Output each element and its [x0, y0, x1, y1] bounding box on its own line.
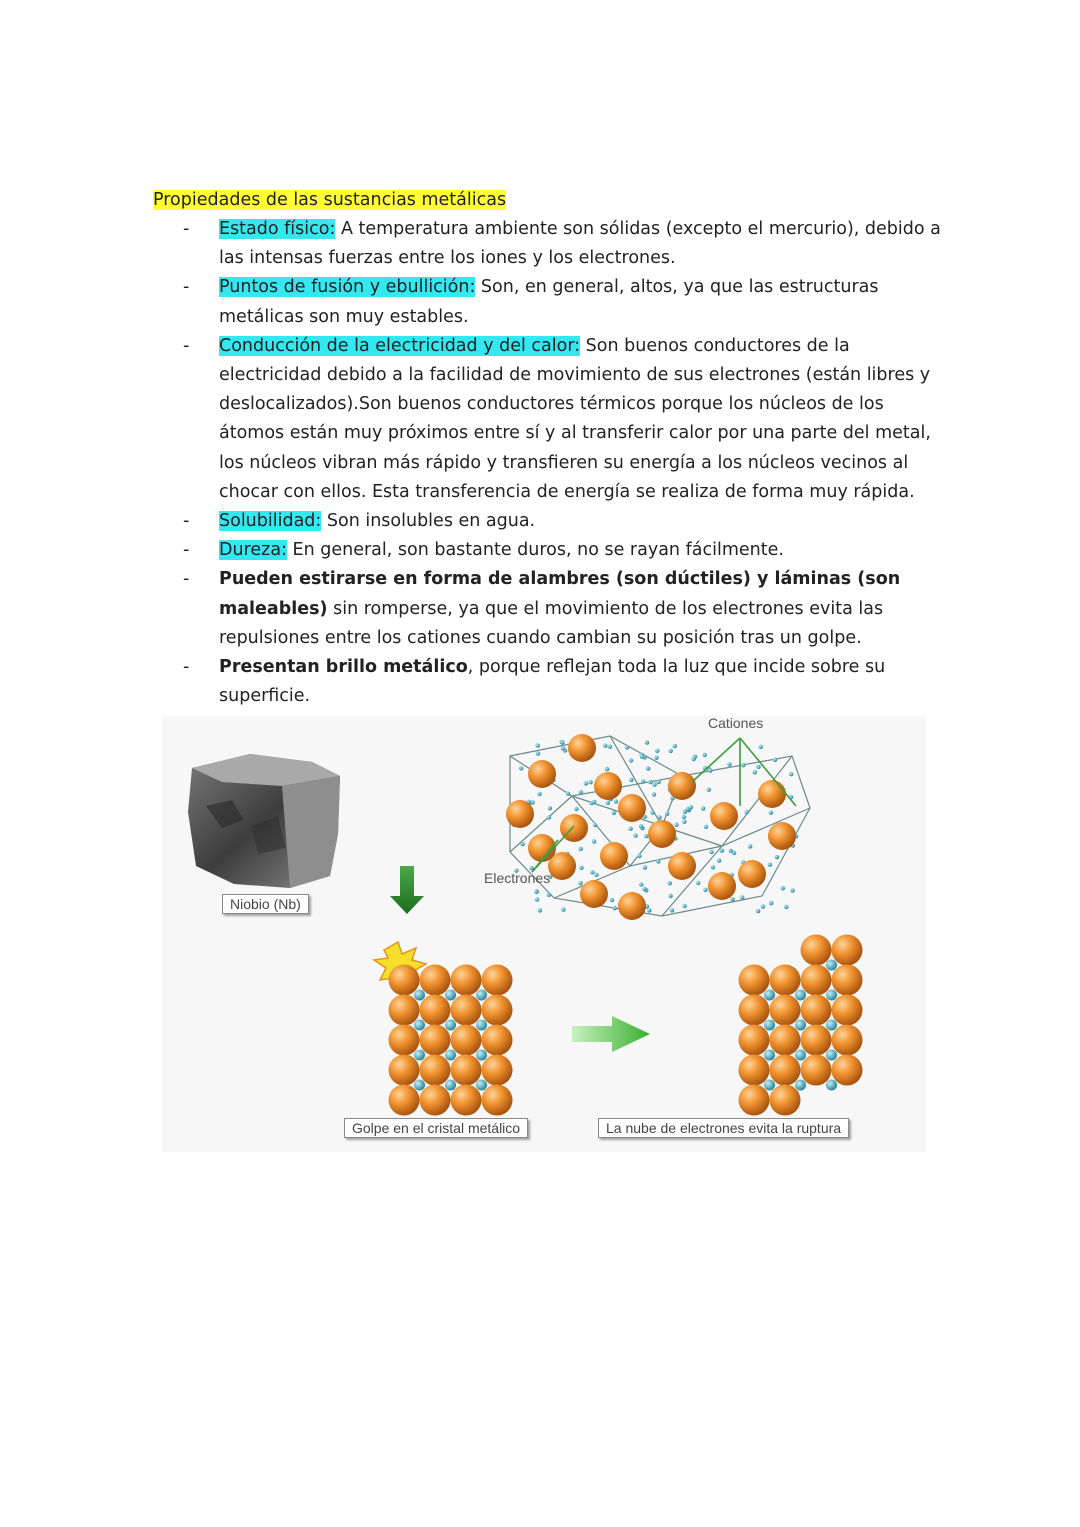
electron-dot [652, 792, 656, 796]
electron-dot [445, 1080, 456, 1091]
electron-dot [536, 743, 540, 747]
electron-dot [445, 990, 456, 1001]
electron-dot [689, 805, 693, 809]
electron-dot [784, 905, 788, 909]
electron-dot [764, 1020, 775, 1031]
cation-sphere [420, 1025, 451, 1056]
electron-dot [708, 769, 712, 773]
electron-dot [476, 1020, 487, 1031]
electron-dot [548, 806, 552, 810]
electron-dot [682, 815, 686, 819]
cation-sphere [451, 1025, 482, 1056]
metallic-bond-figure [162, 716, 926, 1152]
electron-dot [648, 780, 652, 784]
niobium-label: Niobio (Nb) [222, 894, 309, 914]
cloud-caption: La nube de electrones evita la ruptura [598, 1118, 849, 1138]
list-item: - Dureza: En general, son bastante duros, no se rayan fácilmente. [153, 536, 943, 565]
cation-sphere [832, 965, 863, 996]
electron-dot [775, 855, 779, 859]
cation-sphere [739, 1055, 770, 1086]
electron-dot [764, 1050, 775, 1061]
electron-dot [561, 746, 565, 750]
electron-dot [639, 824, 643, 828]
cation-sphere [568, 734, 596, 762]
electron-dot [682, 820, 686, 824]
figure-graphic [162, 716, 926, 1152]
cation-sphere [668, 772, 696, 800]
cation-sphere [648, 820, 676, 848]
electron-dot [547, 815, 551, 819]
electron-dot [701, 806, 705, 810]
electron-dot [656, 859, 660, 863]
electron-dot [588, 780, 592, 784]
electron-dot [608, 745, 612, 749]
cation-sphere [482, 995, 513, 1026]
list-dash-icon: - [183, 657, 190, 678]
cation-sphere [420, 995, 451, 1026]
electron-dot [629, 778, 633, 782]
cation-sphere [770, 965, 801, 996]
list-item: - Conducción de la electricidad y del calor: Son buenos conductores de la electricidad debido a la facilidad de movimiento de sus electrones (están libres y deslocalizados).Son buenos conductores térmicos porque los núcleos de los átomos están muy próximos entre sí y al transferir calor por una parte del metal, los núcleos vibran más rápido y transfieren su energía a los núcleos vecinos al chocar con ellos. Esta transferencia de energía se realiza de forma muy rápida. [153, 332, 943, 507]
electron-dot [610, 898, 614, 902]
electron-dot [642, 887, 646, 891]
electron-dot [612, 906, 616, 910]
electron-dot [590, 870, 594, 874]
electron-dot [669, 749, 673, 753]
cation-sphere [832, 1025, 863, 1056]
cation-sphere [482, 1055, 513, 1086]
electron-dot [593, 823, 597, 827]
electron-dot [790, 888, 794, 892]
cation-sphere [528, 760, 556, 788]
electron-dot [756, 765, 760, 769]
electron-dot [592, 800, 596, 804]
cation-sphere [801, 1055, 832, 1086]
cation-sphere [801, 965, 832, 996]
electron-dot [643, 865, 647, 869]
cation-sphere [389, 1055, 420, 1086]
electron-dot [520, 842, 524, 846]
electron-dot [741, 763, 745, 767]
cation-sphere [451, 965, 482, 996]
electron-dot [561, 907, 565, 911]
electron-dot [707, 788, 711, 792]
electron-dot [764, 990, 775, 1001]
electron-dot [612, 811, 616, 815]
electron-dot [761, 904, 765, 908]
electron-dot [717, 858, 721, 862]
cation-sphere [482, 1085, 513, 1116]
electron-dot [795, 1080, 806, 1091]
electron-dot [696, 881, 700, 885]
electron-dot [781, 886, 785, 890]
cation-sphere [768, 822, 796, 850]
cation-sphere [739, 995, 770, 1026]
electron-dot [603, 744, 607, 748]
electron-dot [639, 882, 643, 886]
electron-dot [625, 745, 629, 749]
electron-dot [720, 849, 724, 853]
cation-sphere [801, 1025, 832, 1056]
electron-dot [826, 1050, 837, 1061]
cation-sphere [668, 852, 696, 880]
electron-dot [535, 897, 539, 901]
cation-sphere [770, 995, 801, 1026]
electron-dot [579, 847, 583, 851]
cation-sphere [482, 965, 513, 996]
electron-dot [745, 810, 749, 814]
cation-sphere [739, 1025, 770, 1056]
list-item: - Presentan brillo metálico, porque reflejan toda la luz que incide sobre su superficie. [153, 653, 943, 711]
electron-dot [579, 790, 583, 794]
electron-dot [629, 758, 633, 762]
list-dash-icon: - [183, 277, 190, 298]
electron-dot [414, 1080, 425, 1091]
electron-dot [740, 895, 744, 899]
cation-sphere [420, 965, 451, 996]
electrons-label: Electrones [484, 870, 551, 886]
electron-dot [665, 812, 669, 816]
electron-dot [414, 990, 425, 1001]
electron-dot [647, 908, 651, 912]
electron-dot [682, 904, 686, 908]
cation-sphere [600, 842, 628, 870]
electron-dot [674, 823, 678, 827]
electron-dot [534, 890, 538, 894]
electron-dot [646, 766, 650, 770]
cation-sphere [710, 802, 738, 830]
electron-dot [536, 751, 540, 755]
list-dash-icon: - [183, 569, 190, 590]
cation-sphere [832, 995, 863, 1026]
electron-dot [768, 863, 772, 867]
cation-sphere [832, 935, 863, 966]
cation-sphere [770, 1085, 801, 1116]
electron-dot [414, 1050, 425, 1061]
electron-dot [637, 854, 641, 858]
electron-dot [519, 766, 523, 770]
electron-dot [704, 825, 708, 829]
cation-sphere [389, 965, 420, 996]
electron-dot [547, 893, 551, 897]
section-title: Propiedades de las sustancias metálicas [153, 190, 507, 210]
electron-dot [753, 770, 757, 774]
cation-sphere [451, 1085, 482, 1116]
electron-dot [769, 811, 773, 815]
electron-dot [605, 767, 609, 771]
list-dash-icon: - [183, 219, 190, 239]
electron-dot [795, 1050, 806, 1061]
electron-dot [578, 881, 582, 885]
electron-dot [633, 833, 637, 837]
cation-sphere [420, 1055, 451, 1086]
electron-dot [650, 810, 654, 814]
electron-dot [826, 1020, 837, 1031]
electron-dot [730, 897, 734, 901]
cation-sphere [618, 794, 646, 822]
electron-dot [538, 908, 542, 912]
cation-sphere [594, 772, 622, 800]
electron-dot [476, 1050, 487, 1061]
cation-sphere [801, 995, 832, 1026]
cation-sphere [618, 892, 646, 920]
electron-dot [645, 740, 649, 744]
electron-dot [566, 792, 570, 796]
hit-caption: Golpe en el cristal metálico [344, 1118, 528, 1138]
cation-sphere [708, 872, 736, 900]
electron-dot [789, 772, 793, 776]
electron-dot [476, 1080, 487, 1091]
cation-sphere [482, 1025, 513, 1056]
cation-sphere [389, 1025, 420, 1056]
electron-dot [668, 894, 672, 898]
electron-dot [795, 990, 806, 1001]
electron-dot [756, 909, 760, 913]
cation-sphere [738, 860, 766, 888]
electron-dot [709, 850, 713, 854]
electron-dot [614, 799, 618, 803]
list-item: - Estado físico: A temperatura ambiente son sólidas (excepto el mercurio), debido a las intensas fuerzas entre los iones y los electrones. [153, 215, 943, 273]
electron-dot [826, 990, 837, 1001]
electron-dot [640, 755, 644, 759]
electron-dot [584, 781, 588, 785]
electron-dot [657, 815, 661, 819]
list-item: - Solubilidad: Son insolubles en agua. [153, 507, 943, 536]
cation-sphere [506, 800, 534, 828]
electron-dot [592, 839, 596, 843]
electron-dot [537, 792, 541, 796]
electron-dot [445, 1050, 456, 1061]
electron-dot [644, 834, 648, 838]
electron-dot [673, 744, 677, 748]
electron-dot [826, 960, 837, 971]
cation-sphere [389, 995, 420, 1026]
list-item: - Puntos de fusión y ebullición: Son, en general, altos, ya que las estructuras metálicas son muy estables. [153, 273, 943, 331]
list-item: - Pueden estirarse en forma de alambres (son dúctiles) y láminas (son maleables) sin romperse, ya que el movimiento de los electrones evita las repulsiones entre los cationes cuando cambian su posición tras un golpe. [153, 565, 943, 653]
electron-dot [476, 990, 487, 1001]
electron-dot [692, 757, 696, 761]
properties-list [153, 215, 943, 711]
electron-dot [654, 756, 658, 760]
electron-dot [769, 901, 773, 905]
cation-sphere [739, 1085, 770, 1116]
cation-sphere [801, 935, 832, 966]
electron-dot [628, 827, 632, 831]
electron-dot [641, 779, 645, 783]
electron-dot [759, 745, 763, 749]
cation-sphere [770, 1055, 801, 1086]
electron-dot [414, 1020, 425, 1031]
electron-dot [652, 782, 656, 786]
electron-dot [727, 762, 731, 766]
electron-dot [656, 780, 660, 784]
electron-dot [560, 740, 564, 744]
list-dash-icon: - [183, 335, 190, 356]
niobium-sample-image [188, 754, 340, 888]
electron-dot [773, 758, 777, 762]
cation-sphere [451, 995, 482, 1026]
electron-dot [606, 801, 610, 805]
list-dash-icon: - [183, 511, 190, 532]
electron-dot [748, 844, 752, 848]
cation-sphere [739, 965, 770, 996]
cation-sphere [389, 1085, 420, 1116]
cation-sphere [832, 1055, 863, 1086]
electron-dot [668, 881, 672, 885]
electron-dot [655, 749, 659, 753]
electron-dot [764, 1080, 775, 1091]
electron-dot [445, 1020, 456, 1031]
electron-dot [579, 866, 583, 870]
cation-sphere [580, 880, 608, 908]
electron-dot [594, 873, 598, 877]
cations-label: Cationes [708, 715, 764, 731]
electron-dot [574, 807, 578, 811]
electron-dot [826, 1080, 837, 1091]
electron-dot [703, 888, 707, 892]
cation-sphere [758, 780, 786, 808]
cation-sphere [420, 1085, 451, 1116]
electron-dot [670, 908, 674, 912]
electron-dot [711, 865, 715, 869]
list-dash-icon: - [183, 540, 190, 561]
cation-sphere [451, 1055, 482, 1086]
electron-dot [703, 753, 707, 757]
cation-sphere [770, 1025, 801, 1056]
electron-dot [795, 1020, 806, 1031]
electron-dot [729, 849, 733, 853]
